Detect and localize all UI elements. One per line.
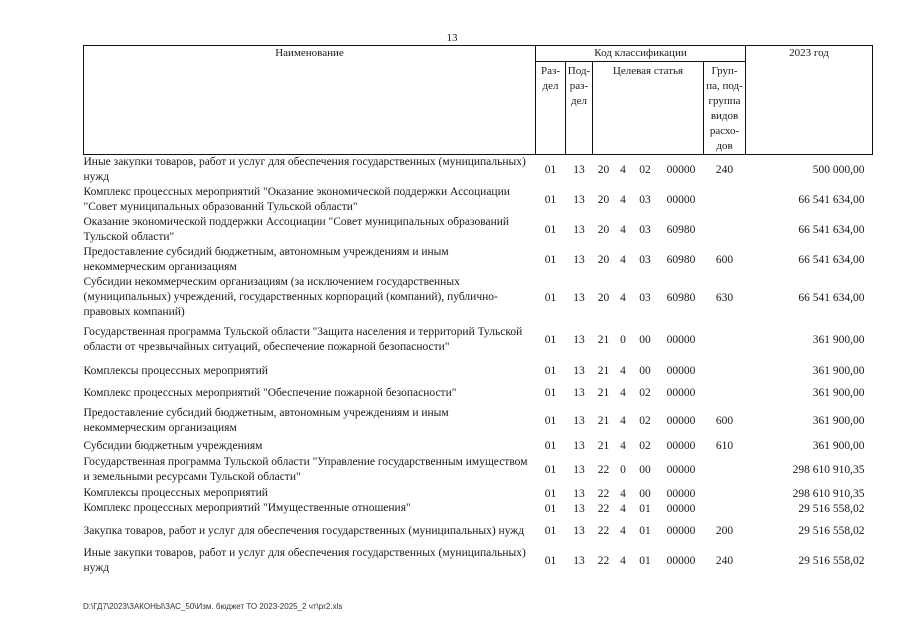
row-target-type: 4 [620, 502, 626, 515]
row-expense-type [704, 454, 746, 486]
row-target-type: 4 [620, 194, 626, 206]
header-target-article: Целевая статья [593, 62, 704, 155]
row-amount: 29 516 558,02 [798, 502, 865, 515]
row-amount: 29 516 558,02 [798, 555, 865, 567]
row-target-complex: 02 [639, 440, 651, 452]
row-name: Субсидии бюджетным учреждениям [83, 439, 263, 452]
table-body [84, 155, 873, 577]
row-section: 01 [544, 365, 557, 377]
row-section: 01 [544, 387, 557, 399]
row-target-direction: 00000 [666, 502, 696, 515]
row-target-program: 22 [597, 487, 610, 500]
row-subsection: 13 [573, 254, 585, 266]
row-subsection: 13 [573, 464, 585, 476]
row-name: Государственная программа Тульской области "Защита населения и территорий Тульской области от чрезвычайных ситуаций, обеспечение пожарной безопасности" [83, 326, 523, 353]
row-section: 01 [544, 525, 557, 537]
row-section: 01 [544, 440, 557, 452]
row-target-program: 20 [597, 224, 610, 236]
row-target-type: 4 [620, 440, 626, 452]
table-row [84, 185, 873, 215]
row-target-direction: 00000 [666, 525, 696, 537]
row-target-direction: 00000 [666, 164, 696, 176]
row-section: 01 [544, 254, 557, 266]
table-row [84, 382, 873, 404]
row-amount: 361 900,00 [812, 387, 865, 399]
row-target-direction: 00000 [666, 365, 696, 377]
table-row [84, 155, 873, 186]
header-section: Раз- дел [536, 62, 566, 155]
row-name: Оказание экономической поддержки Ассоциации "Совет муниципальных образований Тульской области" [83, 216, 510, 243]
header-subsection: Под- раз- дел [566, 62, 593, 155]
row-expense-type [704, 501, 746, 516]
row-name: Комплексы процессных мероприятий [83, 487, 268, 499]
file-path-footer: D:\ГД7\2023\ЗАКОНЫ\ЗАС_50\Изм. бюджет ТО 2023-2025_2 чт\pr2.xls [83, 602, 343, 611]
row-target-program: 22 [597, 502, 610, 515]
row-expense-type: 600 [715, 415, 734, 427]
row-subsection: 13 [573, 334, 585, 346]
row-expense-type [704, 185, 746, 215]
row-target-direction: 60980 [666, 291, 696, 304]
row-name: Иные закупки товаров, работ и услуг для обеспечения государственных (муниципальных) нужд [83, 156, 526, 183]
row-target-type: 4 [620, 224, 626, 236]
row-amount: 298 610 910,35 [792, 487, 865, 500]
table-row [84, 404, 873, 438]
row-subsection: 13 [573, 365, 585, 377]
header-expense-group: Груп- па, под- группа видов расхо- дов [704, 62, 746, 155]
row-amount: 361 900,00 [812, 415, 865, 427]
table-row [84, 546, 873, 576]
row-amount: 66 541 634,00 [798, 194, 865, 206]
table-row [84, 501, 873, 516]
row-target-program: 20 [597, 194, 610, 206]
table-row [84, 215, 873, 245]
row-section: 01 [544, 464, 557, 476]
page-number: 13 [446, 32, 458, 44]
row-subsection: 13 [573, 440, 585, 452]
row-amount: 66 541 634,00 [798, 224, 865, 236]
row-target-program: 22 [597, 464, 610, 476]
row-target-direction: 00000 [666, 464, 696, 476]
row-target-type: 4 [620, 164, 626, 176]
row-target-program: 22 [597, 555, 610, 567]
row-target-direction: 60980 [666, 254, 696, 266]
row-section: 01 [544, 291, 557, 304]
table-row [84, 486, 873, 501]
row-target-type: 4 [620, 555, 626, 567]
row-target-direction: 00000 [666, 194, 696, 206]
row-expense-type: 610 [715, 440, 734, 452]
row-target-direction: 00000 [666, 334, 696, 346]
table-row [84, 454, 873, 486]
row-target-type: 4 [620, 291, 626, 304]
row-subsection: 13 [573, 525, 585, 537]
row-target-program: 22 [597, 525, 610, 537]
row-target-program: 21 [597, 365, 610, 377]
row-amount: 29 516 558,02 [798, 525, 865, 537]
row-target-direction: 60980 [666, 224, 696, 236]
row-target-complex: 00 [639, 365, 651, 377]
row-target-complex: 02 [639, 164, 651, 176]
row-target-type: 4 [620, 525, 626, 537]
table-row [84, 360, 873, 382]
budget-table [83, 45, 873, 576]
row-name: Субсидии некоммерческим организациям (за исключением государственных (муниципальных) учреждений, государственных корпораций (компаний), публично-правовых компаний) [83, 276, 498, 318]
row-target-complex: 02 [639, 387, 651, 399]
row-target-type: 0 [620, 334, 626, 346]
row-expense-type [704, 320, 746, 360]
row-target-complex: 00 [639, 464, 651, 476]
row-expense-type [704, 360, 746, 382]
row-section: 01 [544, 502, 557, 515]
row-amount: 361 900,00 [812, 334, 865, 346]
row-amount: 361 900,00 [812, 440, 865, 452]
row-target-program: 21 [597, 334, 610, 346]
row-target-program: 21 [597, 387, 610, 399]
row-target-program: 21 [597, 415, 610, 427]
row-subsection: 13 [573, 415, 585, 427]
table-row [84, 516, 873, 546]
row-target-complex: 00 [639, 334, 651, 346]
row-expense-type: 630 [715, 291, 734, 304]
row-subsection: 13 [573, 555, 585, 567]
row-target-complex: 03 [639, 291, 651, 304]
row-section: 01 [544, 334, 557, 346]
row-target-program: 20 [597, 291, 610, 304]
row-target-type: 4 [620, 387, 626, 399]
row-target-complex: 03 [639, 194, 651, 206]
row-subsection: 13 [573, 164, 585, 176]
row-expense-type: 200 [715, 525, 734, 537]
row-amount: 66 541 634,00 [798, 254, 865, 266]
row-target-complex: 01 [639, 502, 651, 515]
row-section: 01 [544, 487, 557, 500]
row-name: Комплекс процессных мероприятий "Обеспечение пожарной безопасности" [83, 386, 457, 399]
row-section: 01 [544, 194, 557, 206]
row-target-complex: 03 [639, 224, 651, 236]
row-name: Комплексы процессных мероприятий [83, 364, 268, 377]
row-name: Государственная программа Тульской области "Управление государственным имуществом и земельными ресурсами Тульской области" [83, 456, 528, 483]
header-name: Наименование [84, 46, 536, 155]
row-expense-type [704, 382, 746, 404]
row-target-complex: 01 [639, 525, 651, 537]
row-name: Предоставление субсидий бюджетным, автономным учреждениям и иным некоммерческим организациям [83, 246, 449, 273]
row-subsection: 13 [573, 194, 585, 206]
row-expense-type: 240 [715, 164, 734, 176]
row-name: Иные закупки товаров, работ и услуг для обеспечения государственных (муниципальных) нужд [83, 547, 526, 574]
row-target-complex: 00 [639, 487, 651, 500]
row-target-type: 4 [620, 415, 626, 427]
row-target-type: 4 [620, 487, 626, 500]
header-classification: Код классификации [536, 46, 746, 62]
row-name: Предоставление субсидий бюджетным, автономным учреждениям и иным некоммерческим организациям [83, 407, 449, 434]
row-subsection: 13 [573, 502, 585, 515]
row-target-program: 20 [597, 254, 610, 266]
row-target-type: 4 [620, 254, 626, 266]
row-subsection: 13 [573, 487, 585, 500]
row-target-direction: 00000 [666, 487, 696, 500]
row-target-program: 21 [597, 440, 610, 452]
table-row [84, 275, 873, 320]
row-target-direction: 00000 [666, 440, 696, 452]
row-expense-type [704, 215, 746, 245]
table-row [84, 438, 873, 454]
row-expense-type: 600 [715, 254, 734, 266]
row-target-type: 4 [620, 365, 626, 377]
row-amount: 500 000,00 [812, 164, 865, 176]
row-subsection: 13 [573, 291, 585, 304]
row-target-type: 0 [620, 464, 626, 476]
table-row [84, 245, 873, 275]
table-header [84, 46, 873, 155]
row-expense-type: 240 [715, 555, 734, 567]
row-name: Комплекс процессных мероприятий "Имущественные отношения" [83, 502, 411, 514]
row-amount: 66 541 634,00 [798, 291, 865, 304]
row-section: 01 [544, 555, 557, 567]
row-name: Закупка товаров, работ и услуг для обеспечения государственных (муниципальных) нужд [83, 524, 525, 537]
row-subsection: 13 [573, 387, 585, 399]
row-target-direction: 00000 [666, 555, 696, 567]
row-target-direction: 00000 [666, 387, 696, 399]
table-row [84, 320, 873, 360]
row-subsection: 13 [573, 224, 585, 236]
row-target-complex: 03 [639, 254, 651, 266]
row-section: 01 [544, 224, 557, 236]
row-target-program: 20 [597, 164, 610, 176]
row-target-complex: 02 [639, 415, 651, 427]
row-section: 01 [544, 415, 557, 427]
row-amount: 298 610 910,35 [792, 464, 865, 476]
row-target-direction: 00000 [666, 415, 696, 427]
row-section: 01 [544, 164, 557, 176]
row-target-complex: 01 [639, 555, 651, 567]
row-expense-type [704, 486, 746, 501]
header-year: 2023 год [746, 46, 873, 155]
row-name: Комплекс процессных мероприятий "Оказание экономической поддержки Ассоциации "Совет муниципальных образований Тульской области" [83, 186, 510, 213]
row-amount: 361 900,00 [812, 365, 865, 377]
